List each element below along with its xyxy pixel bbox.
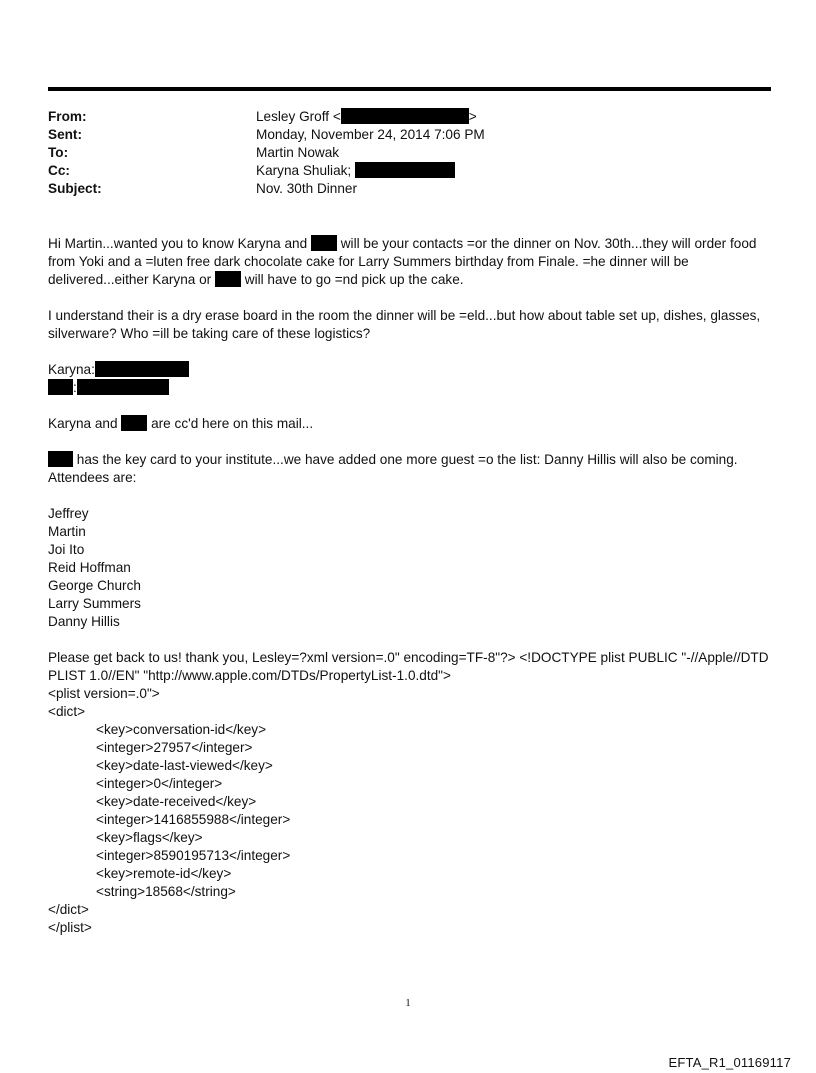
body-line: I understand their is a dry erase board in the room the dinner will be =eld...but how about table set up, dishes, glasses, xyxy=(48,308,761,323)
subject-row xyxy=(48,180,771,198)
sent-value: Monday, November 24, 2014 7:06 PM xyxy=(256,127,485,142)
contact-other: : xyxy=(48,379,778,397)
attendee: Reid Hoffman xyxy=(48,560,131,575)
contact-karyna: Karyna: xyxy=(48,361,778,379)
dict-line: <key>remote-id</key> xyxy=(96,866,232,881)
redaction xyxy=(95,361,189,377)
sent-row xyxy=(48,126,771,144)
dict-line: <integer>8590195713</integer> xyxy=(96,848,291,863)
plist-line: </dict> xyxy=(48,902,89,917)
from-value: Lesley Groff < > xyxy=(256,109,477,124)
dict-line: <key>date-received</key> xyxy=(96,794,257,809)
subject-value: Nov. 30th Dinner xyxy=(256,181,357,196)
redaction xyxy=(341,108,469,124)
plist-line: </plist> xyxy=(48,920,92,935)
to-value: Martin Nowak xyxy=(256,145,340,160)
body-line: silverware? Who =ill be taking care of these logistics? xyxy=(48,326,371,341)
cc-value: Karyna Shuliak; xyxy=(256,162,455,180)
body-line: from Yoki and a =luten free dark chocolate cake for Larry Summers birthday from Finale. =he dinner will be xyxy=(48,254,689,269)
redaction xyxy=(355,162,455,178)
email-body xyxy=(48,235,778,937)
header-rule xyxy=(48,87,771,91)
attendees-label: Attendees are: xyxy=(48,470,137,485)
attendee: Larry Summers xyxy=(48,596,141,611)
body-line: Karyna and are cc'd here on this mail... xyxy=(48,416,314,431)
dict-line: <key>date-last-viewed</key> xyxy=(96,758,273,773)
redaction xyxy=(48,379,73,395)
closing-line: Please get back to us! thank you, Lesley=?xml version=.0" encoding=TF-8"?> <!DOCTYPE plist PUBLIC "-//Apple//DTD xyxy=(48,650,769,665)
body-line: has the key card to your institute...we have added one more guest =o the list: Danny Hillis will also be coming. xyxy=(48,451,778,469)
from-label: From: xyxy=(48,109,87,124)
cc-label: Cc: xyxy=(48,163,70,178)
sent-label: Sent: xyxy=(48,127,82,142)
subject-label: Subject: xyxy=(48,181,102,196)
to-row xyxy=(48,144,771,162)
closing-line: PLIST 1.0//EN" "http://www.apple.com/DTDs/PropertyList-1.0.dtd"> xyxy=(48,668,451,683)
dict-line: <key>flags</key> xyxy=(96,830,203,845)
redaction xyxy=(121,415,147,431)
redaction xyxy=(311,235,337,251)
to-label: To: xyxy=(48,145,69,160)
body-line: delivered...either Karyna or will have to go =nd pick up the cake. xyxy=(48,272,464,287)
dict-line: <integer>0</integer> xyxy=(96,776,223,791)
dict-line: <key>conversation-id</key> xyxy=(96,722,267,737)
redaction xyxy=(48,451,73,467)
plist-line: <plist version=.0"> xyxy=(48,686,160,701)
attendee: Martin xyxy=(48,524,86,539)
attendee: Danny Hillis xyxy=(48,614,120,629)
from-row xyxy=(48,108,771,126)
redaction xyxy=(77,379,169,395)
cc-row xyxy=(48,162,771,180)
dict-line: <string>18568</string> xyxy=(96,884,236,899)
dict-line: <integer>1416855988</integer> xyxy=(96,812,291,827)
dict-line: <integer>27957</integer> xyxy=(96,740,253,755)
redaction xyxy=(215,271,241,287)
body-line: Hi Martin...wanted you to know Karyna and will be your contacts =or the dinner on Nov. 30th...they will order food xyxy=(48,236,757,251)
attendee: Joi Ito xyxy=(48,542,85,557)
attendee: Jeffrey xyxy=(48,506,89,521)
plist-line: <dict> xyxy=(48,704,86,719)
attendee: George Church xyxy=(48,578,141,593)
page-number: 1 xyxy=(405,997,411,1009)
email-header xyxy=(48,108,771,198)
bates-number: EFTA_R1_01169117 xyxy=(668,1055,791,1070)
